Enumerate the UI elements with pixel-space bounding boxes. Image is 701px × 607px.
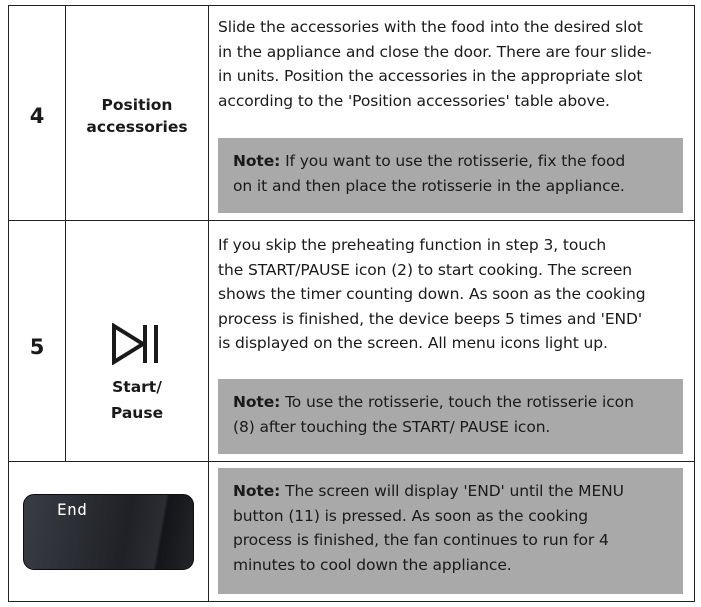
note-box bbox=[218, 138, 683, 213]
step-label-line: Position bbox=[101, 96, 173, 114]
table-border-right bbox=[694, 5, 695, 602]
text-line: is displayed on the screen. All menu icons light up. bbox=[218, 334, 608, 353]
note-text: The screen will display 'END' until the MENU bbox=[280, 482, 624, 500]
note-text: If you want to use the rotisserie, fix the food bbox=[280, 152, 626, 170]
note-line: on it and then place the rotisserie in the appliance. bbox=[233, 176, 625, 195]
step-description bbox=[218, 15, 688, 113]
step-description bbox=[218, 233, 688, 356]
step-label bbox=[66, 374, 208, 426]
table-border-left bbox=[8, 5, 9, 602]
note-box bbox=[218, 468, 683, 594]
text-line: the START/PAUSE icon (2) to start cooking. The screen bbox=[218, 260, 632, 279]
text-line: in units. Position the accessories in the appropriate slot bbox=[218, 67, 643, 86]
text-line: shows the timer counting down. As soon as the cooking bbox=[218, 285, 646, 304]
step-number: 5 bbox=[29, 335, 45, 359]
table-border-bottom bbox=[8, 601, 695, 602]
step-label-line: Pause bbox=[110, 404, 164, 422]
note-line: minutes to cool down the appliance. bbox=[233, 555, 512, 574]
note-line bbox=[233, 149, 673, 174]
end-screen-display bbox=[23, 494, 194, 570]
table-border-top bbox=[8, 5, 695, 6]
row-divider bbox=[8, 220, 695, 221]
step-number: 4 bbox=[29, 104, 45, 128]
text-line: according to the 'Position accessories' table above. bbox=[218, 91, 610, 110]
step-label-line: accessories bbox=[86, 118, 188, 136]
text-line: If you skip the preheating function in step 3, touch bbox=[218, 236, 607, 254]
note-line bbox=[233, 390, 673, 415]
instruction-table bbox=[8, 5, 695, 602]
step-label-line: Start/ bbox=[112, 378, 162, 396]
note-label: Note: bbox=[233, 152, 281, 170]
note-text: To use the rotisserie, touch the rotisserie icon bbox=[280, 393, 634, 411]
note-label: Note: bbox=[233, 393, 281, 411]
column-divider bbox=[208, 5, 209, 602]
play-pause-icon bbox=[111, 323, 161, 365]
note-box bbox=[218, 379, 683, 454]
note-line bbox=[233, 479, 673, 504]
row-divider bbox=[8, 461, 695, 462]
note-line: button (11) is pressed. As soon as the cooking bbox=[233, 506, 588, 525]
note-label: Note: bbox=[233, 482, 281, 500]
note-line: (8) after touching the START/ PAUSE icon. bbox=[233, 417, 551, 436]
text-line: Slide the accessories with the food into the desired slot bbox=[218, 18, 643, 36]
step-label bbox=[66, 94, 208, 138]
note-line: process is finished, the fan continues to run for 4 bbox=[233, 531, 609, 550]
display-text: End bbox=[57, 500, 88, 519]
text-line: in the appliance and close the door. There are four slide- bbox=[218, 42, 652, 61]
text-line: process is finished, the device beeps 5 times and 'END' bbox=[218, 309, 643, 328]
